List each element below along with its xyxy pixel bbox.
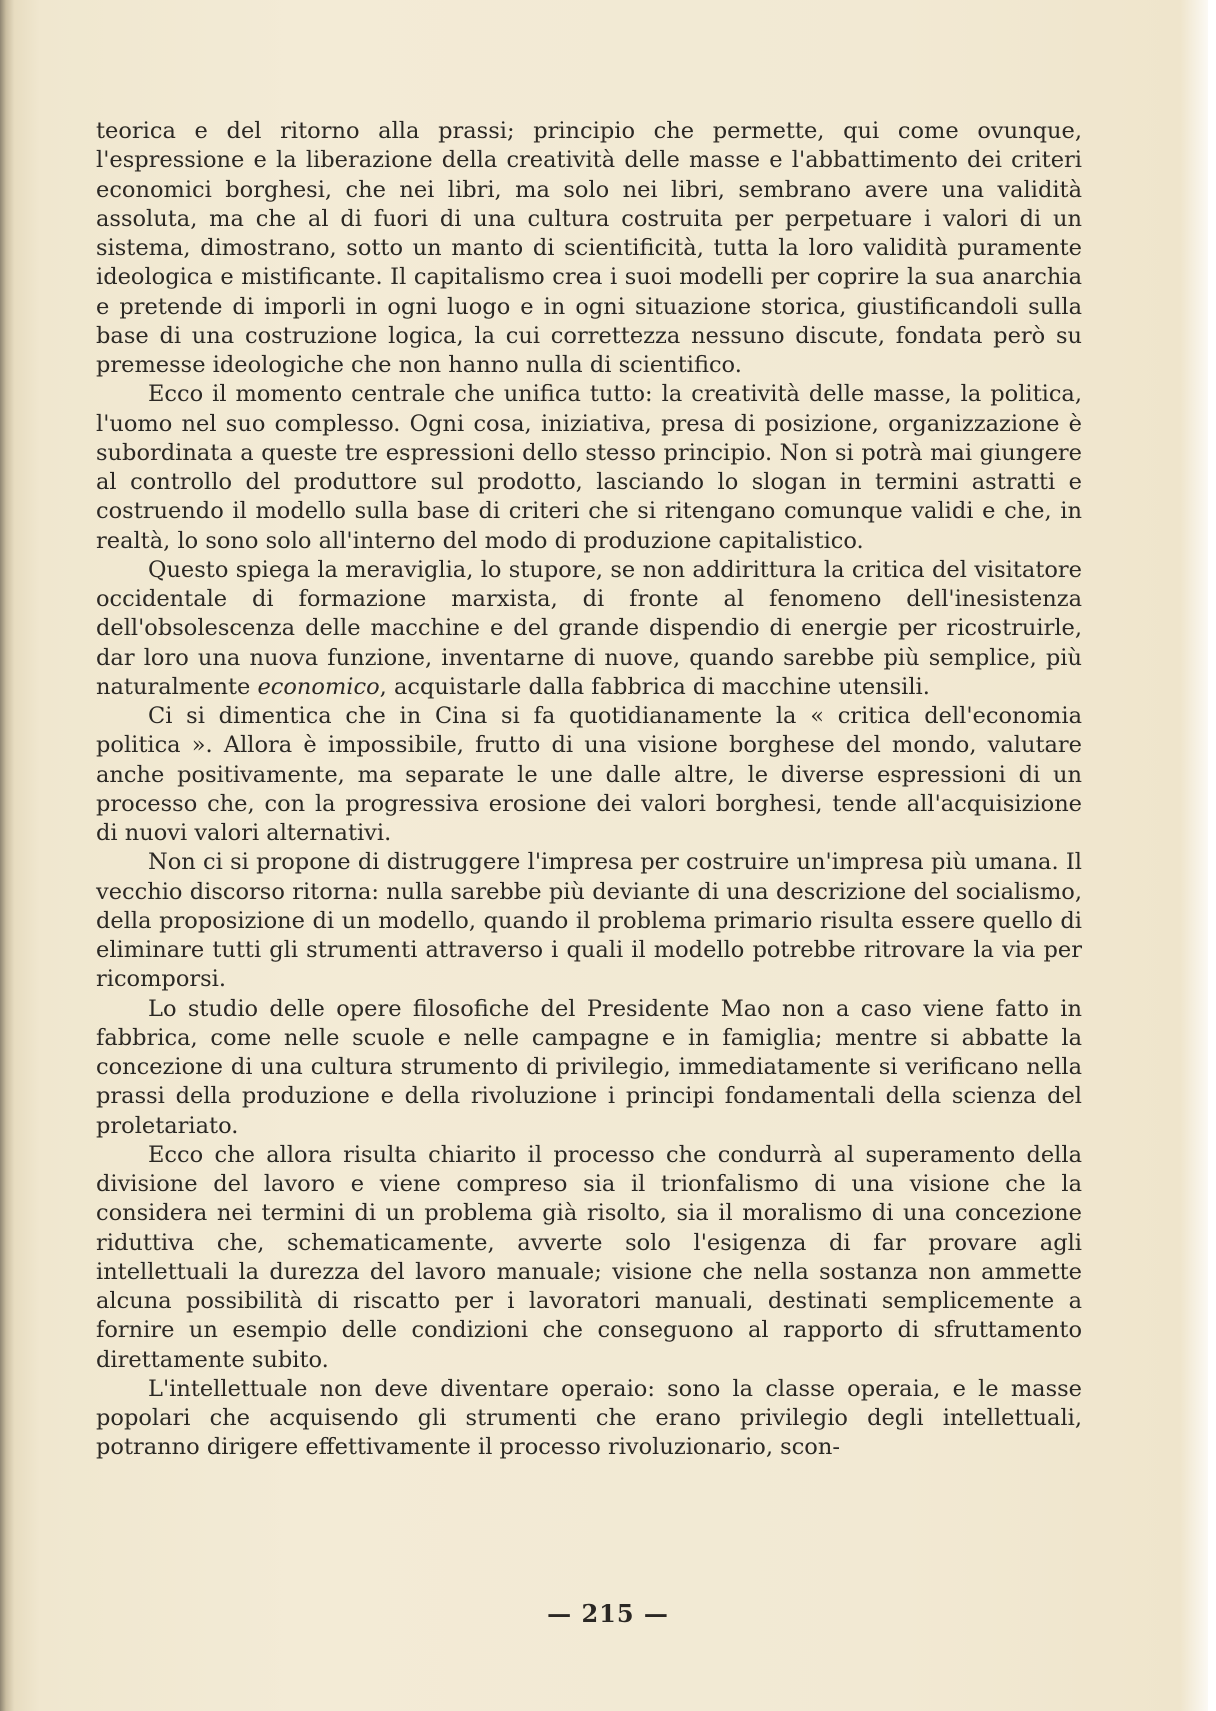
page-number: — 215 — [547, 1599, 669, 1628]
paragraph-3-text-end: , acquistarle dalla fabbrica di macchine utensili. [379, 673, 930, 700]
paragraph-8: L'intellettuale non deve diventare operaio: sono la classe operaia, e le masse popolari che acquisendo gli strumenti che erano privilegio degli intellettuali, potranno dirigere effettivamente il processo rivoluzionario, scon- [96, 1375, 1082, 1461]
paragraph-6: Lo studio delle opere filosofiche del Presidente Mao non a caso viene fatto in fabbrica, come nelle scuole e nelle campagne e in famiglia; mentre si abbatte la concezione di una cultura strumento di privilegio, immediatamente si verificano nella prassi della produzione e della rivoluzione i principi fondamentali della scienza del proletariato. [96, 995, 1082, 1139]
paragraph-1: teorica e del ritorno alla prassi; principio che permette, qui come ovunque, l'espressione e la liberazione della creatività delle masse e l'abbattimento dei criteri economici borghesi, che nei libri, ma solo nei libri, sembrano avere una validità assoluta, ma che al di fuori di una cultura costruita per perpetuare i valori di un sistema, dimostrano, sotto un manto di scientificità, tutta la loro validità puramente ideologica e mistificante. Il capitalismo crea i suoi modelli per coprire la sua anarchia e pretende di imporli in ogni luogo e in ogni situazione storica, giustificandoli sulla base di una costruzione logica, la cui correttezza nessuno discute, fondata però su premesse ideologiche che non hanno nulla di scientifico. [96, 118, 1082, 378]
paragraph-7: Ecco che allora risulta chiarito il processo che condurrà al superamento della divisione del lavoro e viene compreso sia il trionfalismo di una visione che la considera nei termini di un problema già risolto, sia il moralismo di una concezione riduttiva che, schematicamente, avverte solo l'esigenza di far provare agli intellettuali la durezza del lavoro manuale; visione che nella sostanza non ammette alcuna possibilità di riscatto per i lavoratori manuali, destinati semplicemente a fornire un esempio delle condizioni che conseguono al rapporto di sfruttamento direttamente subito. [96, 1141, 1082, 1373]
paragraph-3-text-start: Questo spiega la meraviglia, lo stupore, se non addirittura la critica del visitatore occidentale di formazione marxista, di fronte al fenomeno dell'inesistenza dell'obsolescenza delle macchine e del grande dispendio di energie per ricostruirle, dar loro una nuova funzione, inventarne di nuove, quando sarebbe più semplice, più naturalmente [96, 556, 1082, 700]
paragraph-3 [96, 556, 1082, 702]
page-right-margin [1208, 0, 1216, 1711]
paragraph-5: Non ci si propone di distruggere l'impresa per costruire un'impresa più umana. Il vecchio discorso ritorna: nulla sarebbe più deviante di una descrizione del socialismo, della proposizione di un modello, quando il problema primario risulta essere quello di eliminare tutti gli strumenti attraverso i quali il modello potrebbe ritrovare la via per ricomporsi. [96, 849, 1082, 993]
paragraph-3-emphasis: economico [257, 673, 380, 700]
page-body-text [96, 117, 1082, 1463]
page-binding-shadow [0, 0, 14, 1711]
paragraph-2: Ecco il momento centrale che unifica tutto: la creatività delle masse, la politica, l'uomo nel suo complesso. Ogni cosa, iniziativa, presa di posizione, organizzazione è subordinata a queste tre espressioni dello stesso principio. Non si potrà mai giungere al controllo del produttore sul prodotto, lasciando lo slogan in termini astratti e costruendo il modello sulla base di criteri che si ritengano comunque validi e che, in realtà, lo sono solo all'interno del modo di produzione capitalistico. [96, 381, 1082, 554]
paragraph-4: Ci si dimentica che in Cina si fa quotidianamente la « critica dell'economia politica ». Allora è impossibile, frutto di una visione borghese del mondo, valutare anche positivamente, ma separate le une dalle altre, le diverse espressioni di un processo che, con la progressiva erosione dei valori borghesi, tende all'acquisizione di nuovi valori alternativi. [96, 703, 1082, 846]
